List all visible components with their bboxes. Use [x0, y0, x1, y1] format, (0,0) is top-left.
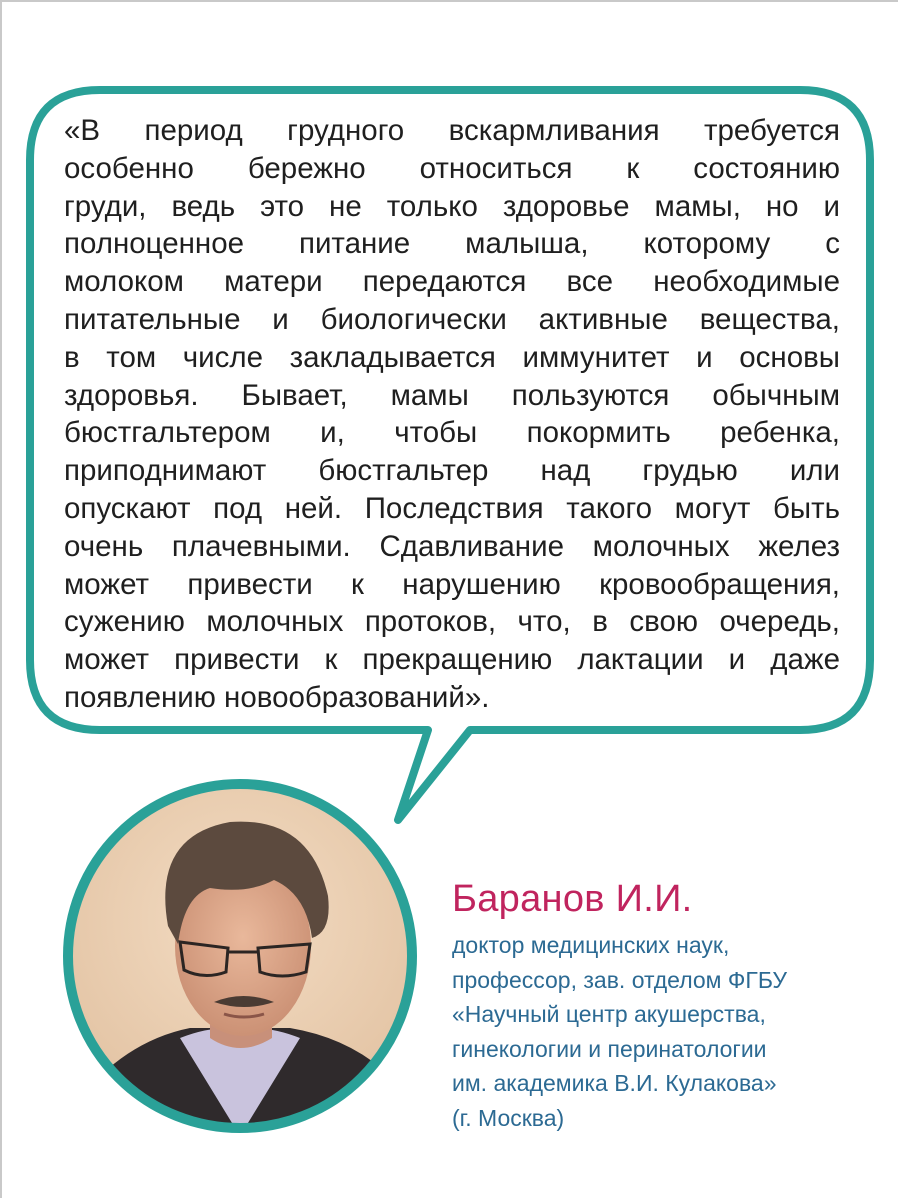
author-portrait [60, 776, 420, 1136]
author-description [452, 928, 892, 1135]
quote-line: опускают под ней. Последствия такого могут быть [64, 491, 840, 525]
quote-line: приподнимают бюстгальтер над грудью или [64, 454, 840, 488]
author-description-line: гинекологии и перинатологии [452, 1035, 767, 1062]
quote-line: здоровья. Бывает, мамы пользуются обычным [64, 378, 840, 412]
author-name: Баранов И.И. [452, 878, 693, 920]
author-description-line: (г. Москва) [452, 1104, 565, 1131]
quote-line: в том числе закладывается иммунитет и основы [64, 340, 840, 374]
quote-line: очень плачевными. Сдавливание молочных желез [64, 529, 840, 563]
author-description-line: «Научный центр акушерства, [452, 1001, 766, 1027]
quote-line: полноценное питание малыша, которому с [64, 227, 840, 261]
quote-line: «В период грудного вскармливания требуется [64, 114, 840, 147]
quote-line: груди, ведь это не только здоровье мамы, но и [64, 189, 840, 223]
author-description-line: им. академика В.И. Кулакова» [452, 1070, 777, 1096]
author-description-line: профессор, зав. отделом ФГБУ [452, 966, 788, 993]
author-description-line: доктор медицинских наук, [452, 932, 730, 958]
quote-line: может привести к нарушению кровообращения, [64, 567, 840, 601]
quote-line: появлению новообразований». [64, 680, 490, 714]
quote-text [64, 112, 840, 717]
quote-line: молоком матери передаются все необходимые [64, 265, 840, 299]
quote-line: может привести к прекращению лактации и даже [64, 643, 840, 677]
quote-line: сужению молочных протоков, что, в свою очередь, [64, 605, 840, 639]
quote-line: бюстгальтером и, чтобы покормить ребенка, [64, 416, 840, 450]
quote-line: питательные и биологически активные вещества, [64, 302, 840, 336]
quote-line: особенно бережно относиться к состоянию [64, 151, 840, 185]
